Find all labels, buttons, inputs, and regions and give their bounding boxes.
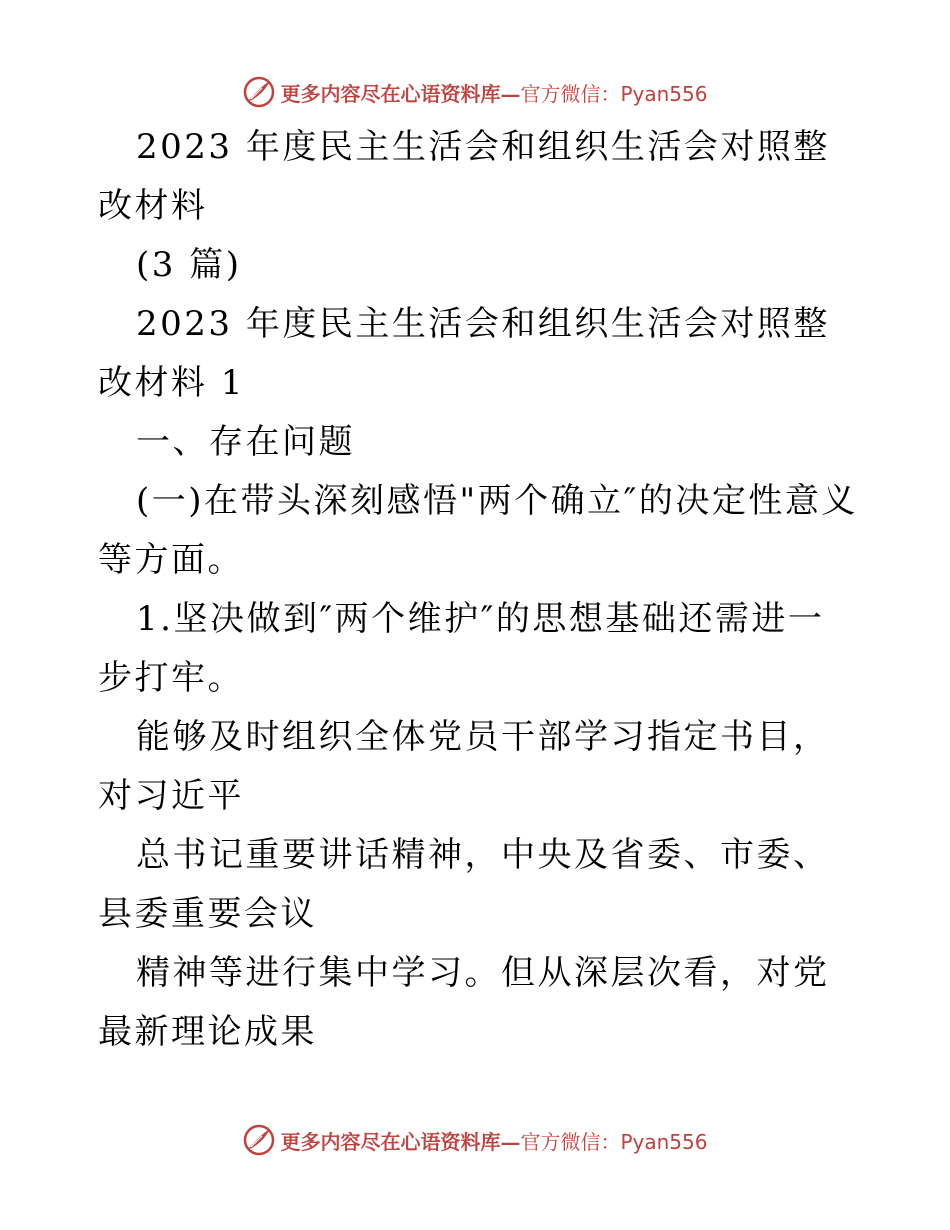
heading-level-2: (一)在带头深刻感悟"两个确立″的决定性意义等方面。: [98, 481, 858, 580]
banner-left-text: 更多内容尽在心语资料库—: [280, 1129, 521, 1154]
banner-left-text: 更多内容尽在心语资料库—: [280, 81, 521, 106]
body-paragraph: 精神等进行集中学习。但从深层次看，对党最新理论成果: [98, 953, 830, 1052]
body-paragraph: 总书记重要讲话精神，中央及省委、市委、县委重要会议: [98, 835, 830, 934]
banner-right-text: 官方微信：Pyan556: [520, 81, 708, 106]
quill-seal-icon: [242, 1123, 276, 1157]
heading-level-1: 一、存在问题: [136, 422, 355, 462]
header-banner: [0, 72, 950, 112]
section-title: 2023 年度民主生活会和组织生活会对照整改材料 1: [98, 304, 830, 403]
quill-seal-icon: [242, 75, 276, 109]
document-body: [98, 118, 858, 1062]
footer-banner: [0, 1120, 950, 1160]
doc-subtitle: (3 篇): [136, 245, 242, 285]
doc-title: 2023 年度民主生活会和组织生活会对照整改材料: [98, 127, 830, 226]
banner-right-text: 官方微信：Pyan556: [520, 1129, 708, 1154]
heading-level-3: 1.坚决做到″两个维护″的思想基础还需进一步打牢。: [98, 599, 825, 698]
body-paragraph: 能够及时组织全体党员干部学习指定书目，对习近平: [98, 717, 830, 816]
